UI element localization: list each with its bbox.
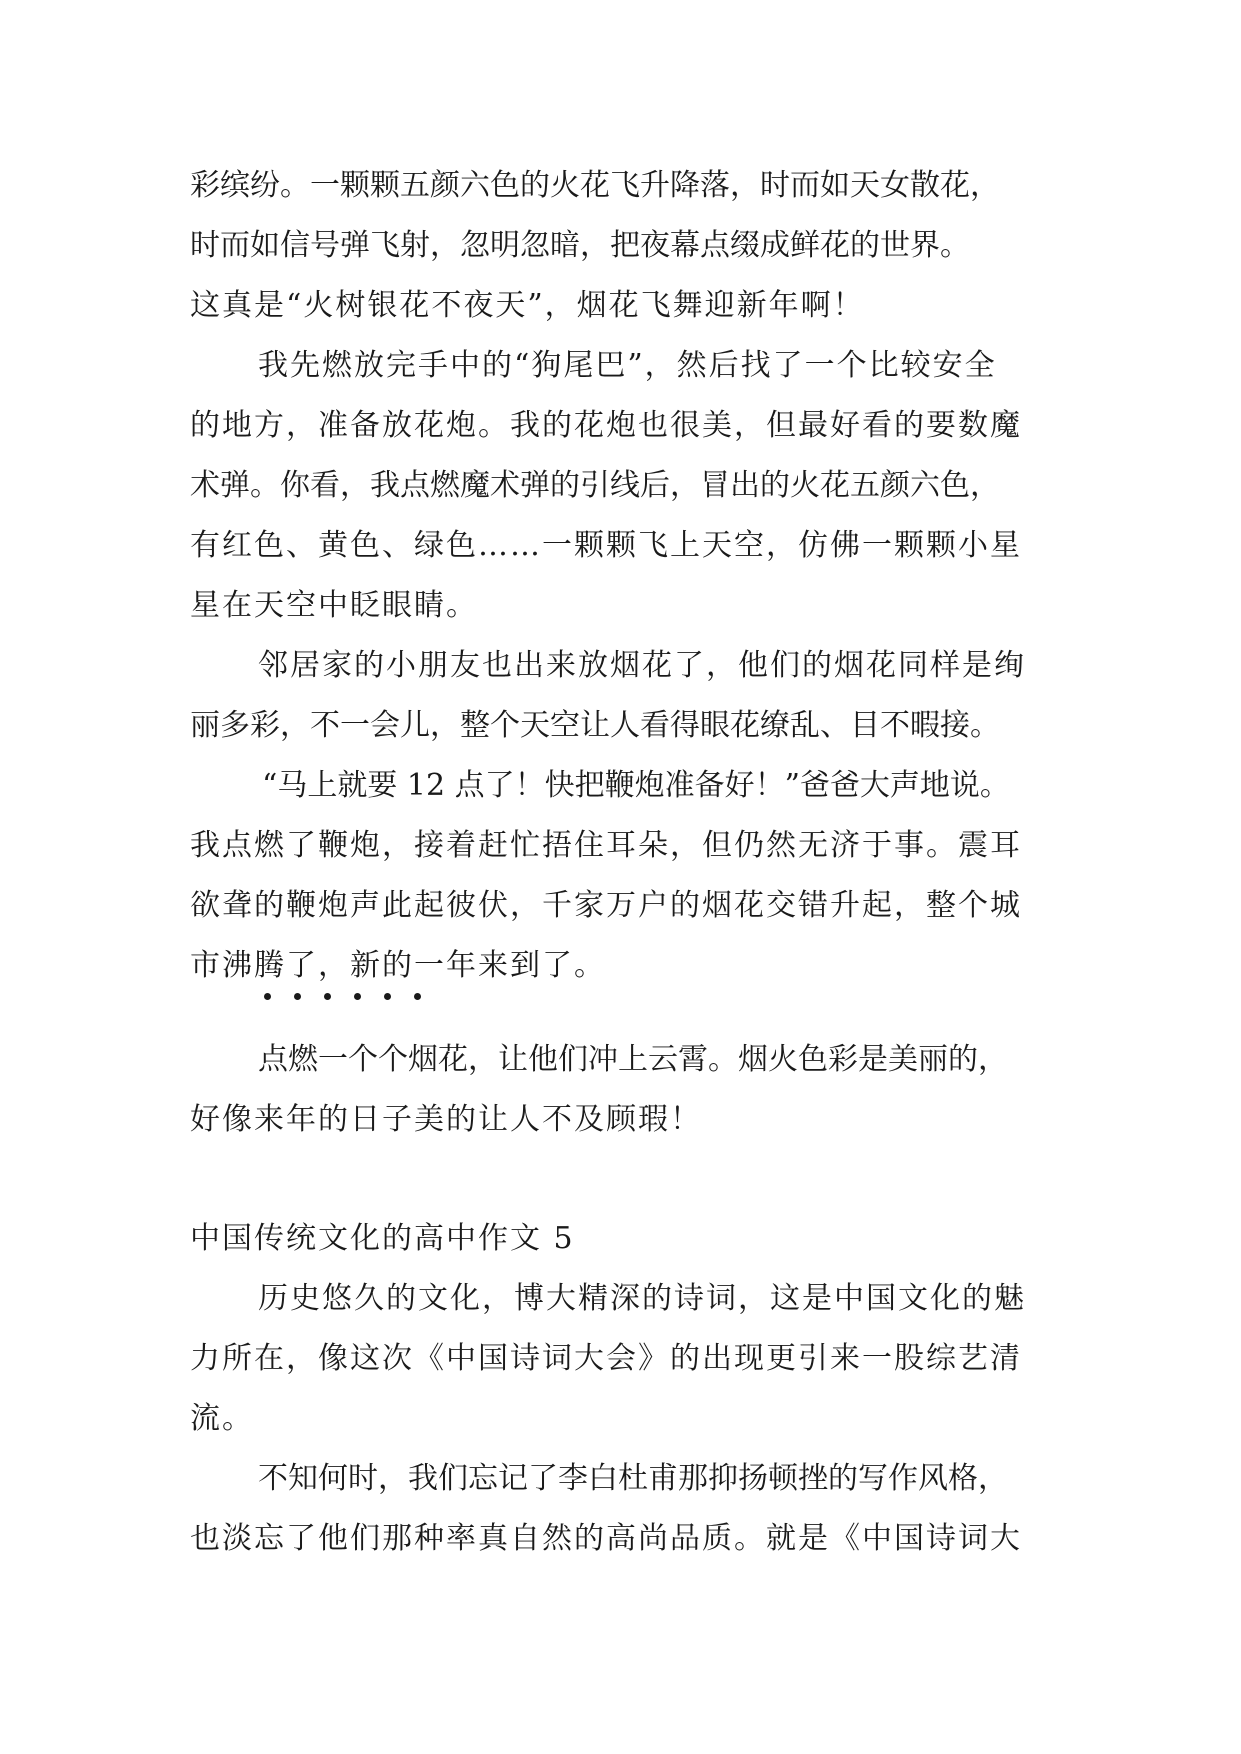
text-line: 这真是“火树银花不夜天”，烟花飞舞迎新年啊！	[190, 288, 865, 323]
ellipsis-dot	[294, 993, 301, 1000]
ellipsis-dot	[264, 993, 271, 1000]
text-line: 流。	[190, 1401, 254, 1436]
section-heading: 中国传统文化的高中作文 5	[190, 1221, 575, 1256]
paragraph-first-line: 我先燃放完手中的“狗尾巴”，然后找了一个比较安全	[258, 348, 997, 383]
text-line: 欲聋的鞭炮声此起彼伏，千家万户的烟花交错升起，整个城	[190, 888, 1022, 923]
text-line: 有红色、黄色、绿色……一颗颗飞上天空，仿佛一颗颗小星	[190, 528, 1022, 563]
ellipsis-dot	[324, 993, 331, 1000]
text-line: 术弹。你看，我点燃魔术弹的引线后，冒出的火花五颜六色，	[190, 468, 1000, 503]
text-line: 时而如信号弹飞射，忽明忽暗，把夜幕点缀成鲜花的世界。	[190, 228, 970, 263]
text-line: 彩缤纷。一颗颗五颜六色的火花飞升降落，时而如天女散花，	[190, 168, 1000, 203]
text-line: 也淡忘了他们那种率真自然的高尚品质。就是《中国诗词大	[190, 1521, 1022, 1556]
paragraph-first-line: 邻居家的小朋友也出来放烟花了，他们的烟花同样是绚	[258, 648, 1026, 683]
text-line: 好像来年的日子美的让人不及顾瑕！	[190, 1102, 702, 1137]
text-line: 市沸腾了，新的一年来到了。	[190, 948, 606, 983]
paragraph-first-line: 历史悠久的文化，博大精深的诗词，这是中国文化的魅	[258, 1281, 1026, 1316]
ellipsis-dot	[414, 993, 421, 1000]
ellipsis-dot	[354, 993, 361, 1000]
paragraph-first-line: “马上就要 12 点了！快把鞭炮准备好！”爸爸大声地说。	[262, 768, 1010, 803]
text-line: 丽多彩，不一会儿，整个天空让人看得眼花缭乱、目不暇接。	[190, 708, 1000, 743]
paragraph-first-line: 点燃一个个烟花，让他们冲上云霄。烟火色彩是美丽的，	[258, 1042, 1008, 1077]
ellipsis-separator	[264, 993, 421, 1013]
text-line: 我点燃了鞭炮，接着赶忙捂住耳朵，但仍然无济于事。震耳	[190, 828, 1022, 863]
ellipsis-dot	[384, 993, 391, 1000]
paragraph-first-line: 不知何时，我们忘记了李白杜甫那抑扬顿挫的写作风格，	[258, 1461, 1008, 1496]
text-line: 星在天空中眨眼睛。	[190, 588, 478, 623]
text-line: 的地方，准备放花炮。我的花炮也很美，但最好看的要数魔	[190, 408, 1022, 443]
text-line: 力所在，像这次《中国诗词大会》的出现更引来一股综艺清	[190, 1341, 1022, 1376]
